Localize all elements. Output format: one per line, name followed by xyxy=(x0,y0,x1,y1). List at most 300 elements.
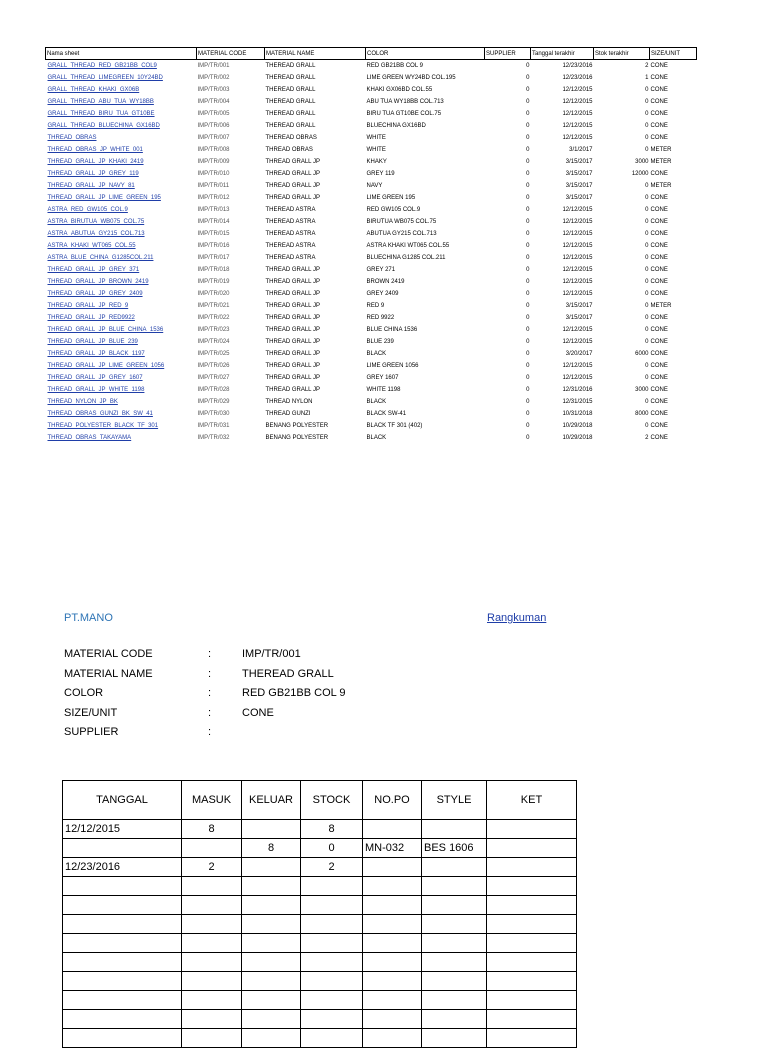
color-cell: LIME GREEN WY24BD COL.195 xyxy=(366,75,456,81)
last-stock-cell: 0 xyxy=(645,267,649,273)
supplier-cell: 0 xyxy=(526,87,530,93)
material-name-cell: THREAD GRALL JP xyxy=(265,303,320,309)
no-po-cell xyxy=(363,896,422,915)
size-unit-cell: CONE xyxy=(650,231,668,237)
masuk-cell xyxy=(182,915,242,934)
material-code-cell: IMP/TR/025 xyxy=(197,351,230,357)
color-cell: WHITE xyxy=(366,147,386,153)
style-cell xyxy=(422,972,487,991)
sheet-link[interactable]: ASTRA_KHAKI_WT065_COL.55 xyxy=(47,243,136,249)
sheet-link[interactable]: THREAD_POLYESTER_BLACK_TF_301 xyxy=(47,423,159,429)
table-row xyxy=(46,396,697,408)
supplier-cell: 0 xyxy=(526,351,530,357)
last-date-cell: 12/12/2015 xyxy=(562,291,593,297)
last-stock-cell: 0 xyxy=(645,363,649,369)
no-po-cell xyxy=(363,934,422,953)
keluar-cell xyxy=(242,820,301,839)
last-date-cell: 12/23/2016 xyxy=(562,75,593,81)
material-name-cell: THEREAD ASTRA xyxy=(265,219,316,225)
table-row xyxy=(46,132,697,144)
no-po-cell xyxy=(363,1010,422,1029)
color-cell: KHAKI GX06BD COL.55 xyxy=(366,87,433,93)
last-date-cell: 12/12/2015 xyxy=(562,339,593,345)
table-row xyxy=(63,1029,577,1048)
tanggal-cell xyxy=(63,915,182,934)
no-po-cell xyxy=(363,972,422,991)
info-separator: : xyxy=(208,726,212,738)
sheet-link[interactable]: THREAD_GRALL_JP_NAVY_81 xyxy=(47,183,135,189)
keluar-cell xyxy=(242,1029,301,1048)
material-code-cell: IMP/TR/019 xyxy=(197,279,230,285)
table-row xyxy=(63,1010,577,1029)
last-stock-cell: 3000 xyxy=(635,159,649,165)
material-name-cell: THREAD GRALL JP xyxy=(265,267,320,273)
material-code-cell: IMP/TR/026 xyxy=(197,363,230,369)
supplier-cell: 0 xyxy=(526,255,530,261)
material-name-cell: THREAD GRALL JP xyxy=(265,387,320,393)
no-po-cell xyxy=(363,877,422,896)
masuk-cell xyxy=(182,934,242,953)
info-value: CONE xyxy=(242,706,274,719)
masuk-cell xyxy=(182,896,242,915)
table-row xyxy=(46,288,697,300)
masuk-cell xyxy=(182,991,242,1010)
table-row xyxy=(46,228,697,240)
color-cell: NAVY xyxy=(366,183,383,189)
material-code-cell: IMP/TR/028 xyxy=(197,387,230,393)
table-row xyxy=(63,858,577,877)
sheet-link[interactable]: ASTRA_BLUE_CHINA_G1285COL.211 xyxy=(47,255,154,261)
material-code-cell: IMP/TR/006 xyxy=(197,123,230,129)
supplier-cell: 0 xyxy=(526,303,530,309)
sheet-link[interactable]: THREAD_OBRAS_TAKAYAMA xyxy=(47,435,132,441)
style-cell xyxy=(422,820,487,839)
color-cell: BLACK xyxy=(366,351,387,357)
last-stock-cell: 0 xyxy=(645,147,649,153)
masuk-cell xyxy=(182,972,242,991)
sheet-link[interactable]: GRALL_THREAD_LIMEGREEN_10Y24BD xyxy=(47,75,163,81)
table-row xyxy=(46,336,697,348)
last-date-cell: 3/15/2017 xyxy=(565,159,593,165)
material-name-cell: THREAD GRALL JP xyxy=(265,327,320,333)
last-date-cell: 12/12/2015 xyxy=(562,327,593,333)
last-stock-cell: 6000 xyxy=(635,351,649,357)
table-row xyxy=(46,96,697,108)
color-cell: BLUECHINA G1285 COL.211 xyxy=(366,255,446,261)
color-cell: BROWN 2419 xyxy=(366,279,405,285)
stock-cell: 0 xyxy=(301,839,363,858)
color-cell: BIRUTUA WB075 COL.75 xyxy=(366,219,437,225)
supplier-cell: 0 xyxy=(526,111,530,117)
ket-cell xyxy=(487,991,577,1010)
supplier-cell: 0 xyxy=(526,399,530,405)
last-stock-cell: 0 xyxy=(645,231,649,237)
keluar-cell xyxy=(242,991,301,1010)
stock-cell xyxy=(301,953,363,972)
table-row xyxy=(63,820,577,839)
supplier-cell: 0 xyxy=(526,327,530,333)
stock-cell xyxy=(301,1029,363,1048)
col-header-nama-sheet: Nama sheet xyxy=(46,48,197,60)
supplier-cell: 0 xyxy=(526,135,530,141)
company-name: PT.MANO xyxy=(64,612,113,624)
supplier-cell: 0 xyxy=(526,267,530,273)
stock-cell xyxy=(301,877,363,896)
masuk-cell xyxy=(182,877,242,896)
material-code-cell: IMP/TR/002 xyxy=(197,75,230,81)
size-unit-cell: CONE xyxy=(650,243,668,249)
style-cell xyxy=(422,915,487,934)
size-unit-cell: CONE xyxy=(650,99,668,105)
color-cell: BLUE 239 xyxy=(366,339,394,345)
ket-cell xyxy=(487,972,577,991)
color-cell: WHITE xyxy=(366,135,386,141)
size-unit-cell: METER xyxy=(650,183,672,189)
tanggal-cell: 12/12/2015 xyxy=(63,820,182,839)
last-stock-cell: 2 xyxy=(645,435,649,441)
size-unit-cell: CONE xyxy=(650,327,668,333)
supplier-cell: 0 xyxy=(526,207,530,213)
sheet-link[interactable]: THREAD_GRALL_JP_KHAKI_2419 xyxy=(47,159,144,165)
sheet-link[interactable]: THREAD_GRALL_JP_BLUE_CHINA_1536 xyxy=(47,327,164,333)
material-name-cell: BENANG POLYESTER xyxy=(265,423,329,429)
last-date-cell: 12/12/2015 xyxy=(562,375,593,381)
material-code-cell: IMP/TR/011 xyxy=(197,183,230,189)
stock-cell xyxy=(301,972,363,991)
stock-body xyxy=(63,820,577,1048)
supplier-cell: 0 xyxy=(526,291,530,297)
material-code-cell: IMP/TR/007 xyxy=(197,135,230,141)
last-stock-cell: 8000 xyxy=(635,411,649,417)
no-po-cell xyxy=(363,820,422,839)
col-header-stok-terakhir: Stok terakhir xyxy=(594,48,650,60)
col-header-stock: STOCK xyxy=(301,781,363,820)
last-stock-cell: 0 xyxy=(645,99,649,105)
material-name-cell: THREAD GRALL JP xyxy=(265,291,320,297)
material-code-cell: IMP/TR/017 xyxy=(197,255,230,261)
sheet-link[interactable]: GRALL_THREAD_ABU_TUA_WY18BB xyxy=(47,99,154,105)
last-date-cell: 12/12/2015 xyxy=(562,99,593,105)
sheet-link[interactable]: ASTRA_RED_GW105_COL.9 xyxy=(47,207,128,213)
col-header-ket: KET xyxy=(487,781,577,820)
tanggal-cell xyxy=(63,934,182,953)
color-cell: BLACK xyxy=(366,399,387,405)
no-po-cell xyxy=(363,858,422,877)
style-cell xyxy=(422,1029,487,1048)
material-name-cell: THEREAD GRALL xyxy=(265,87,316,93)
supplier-cell: 0 xyxy=(526,183,530,189)
last-date-cell: 3/1/2017 xyxy=(569,147,593,153)
sheet-link[interactable]: THREAD_GRALL_JP_BROWN_2419 xyxy=(47,279,149,285)
sheet-link[interactable]: ASTRA_BIRUTUA_WB075_COL.75 xyxy=(47,219,145,225)
supplier-cell: 0 xyxy=(526,387,530,393)
masuk-cell: 8 xyxy=(182,820,242,839)
sheet-link[interactable]: THREAD_GRALL_JP_WHITE_1198 xyxy=(47,387,145,393)
masuk-cell: 2 xyxy=(182,858,242,877)
last-stock-cell: 12000 xyxy=(631,171,649,177)
sheet-link[interactable]: THREAD_GRALL_JP_RED9922 xyxy=(47,315,135,321)
sheet-link[interactable]: THREAD_GRALL_JP_LIME_GREEN_1056 xyxy=(47,363,165,369)
tanggal-cell xyxy=(63,1010,182,1029)
material-code-cell: IMP/TR/024 xyxy=(197,339,230,345)
table-row xyxy=(46,240,697,252)
size-unit-cell: CONE xyxy=(650,423,668,429)
info-row-material-code xyxy=(64,648,464,668)
no-po-cell xyxy=(363,915,422,934)
color-cell: LIME GREEN 195 xyxy=(366,195,416,201)
table-row xyxy=(46,276,697,288)
table-row xyxy=(63,896,577,915)
sheet-link[interactable]: THREAD_GRALL_JP_RED_9 xyxy=(47,303,129,309)
material-code-cell: IMP/TR/013 xyxy=(197,207,230,213)
ket-cell xyxy=(487,953,577,972)
material-name-cell: THREAD GUNZI xyxy=(265,411,311,417)
supplier-cell: 0 xyxy=(526,63,530,69)
col-header-supplier: SUPPLIER xyxy=(485,48,531,60)
sheet-link[interactable]: GRALL_THREAD_RED_GB21BB_COL9 xyxy=(47,63,157,69)
size-unit-cell: CONE xyxy=(650,315,668,321)
material-code-cell: IMP/TR/016 xyxy=(197,243,230,249)
last-stock-cell: 3000 xyxy=(635,387,649,393)
info-label: MATERIAL CODE xyxy=(64,648,153,660)
sheet-link[interactable]: THREAD_GRALL_JP_GREY_1607 xyxy=(47,375,143,381)
col-header-material-code: MATERIAL CODE xyxy=(197,48,265,60)
last-stock-cell: 0 xyxy=(645,339,649,345)
last-date-cell: 10/31/2018 xyxy=(562,411,593,417)
summary-table xyxy=(45,47,697,444)
material-name-cell: THEREAD OBRAS xyxy=(265,135,317,141)
supplier-cell: 0 xyxy=(526,423,530,429)
no-po-cell xyxy=(363,991,422,1010)
last-date-cell: 12/12/2015 xyxy=(562,111,593,117)
supplier-cell: 0 xyxy=(526,99,530,105)
material-name-cell: BENANG POLYESTER xyxy=(265,435,329,441)
size-unit-cell: METER xyxy=(650,303,672,309)
table-row xyxy=(46,60,697,73)
material-name-cell: THREAD OBRAS xyxy=(265,147,313,153)
material-name-cell: THREAD GRALL JP xyxy=(265,159,320,165)
last-stock-cell: 0 xyxy=(645,243,649,249)
info-value: IMP/TR/001 xyxy=(242,648,301,660)
table-row xyxy=(46,372,697,384)
material-name-cell: THEREAD GRALL xyxy=(265,99,316,105)
last-stock-cell: 0 xyxy=(645,219,649,225)
keluar-cell: 8 xyxy=(242,839,301,858)
col-header-keluar: KELUAR xyxy=(242,781,301,820)
tanggal-cell xyxy=(63,1029,182,1048)
material-code-cell: IMP/TR/015 xyxy=(197,231,230,237)
ket-cell xyxy=(487,820,577,839)
sheet-link[interactable]: THREAD_GRALL_JP_BLUE_239 xyxy=(47,339,138,345)
last-stock-cell: 0 xyxy=(645,207,649,213)
material-code-cell: IMP/TR/004 xyxy=(197,99,230,105)
last-stock-cell: 0 xyxy=(645,291,649,297)
size-unit-cell: CONE xyxy=(650,75,668,81)
last-stock-cell: 1 xyxy=(645,75,649,81)
ket-cell xyxy=(487,839,577,858)
color-cell: RED 9 xyxy=(366,303,385,309)
table-row xyxy=(46,432,697,444)
size-unit-cell: METER xyxy=(650,147,672,153)
material-code-cell: IMP/TR/010 xyxy=(197,171,230,177)
color-cell: GREY 2409 xyxy=(366,291,399,297)
material-code-cell: IMP/TR/022 xyxy=(197,315,230,321)
material-name-cell: THREAD GRALL JP xyxy=(265,171,320,177)
material-code-cell: IMP/TR/014 xyxy=(197,219,230,225)
stock-header-row xyxy=(63,781,577,820)
table-row xyxy=(46,420,697,432)
size-unit-cell: CONE xyxy=(650,135,668,141)
color-cell: RED 9922 xyxy=(366,315,395,321)
supplier-cell: 0 xyxy=(526,195,530,201)
sheet-link[interactable]: THREAD_OBRAS xyxy=(47,135,97,141)
material-name-cell: THREAD GRALL JP xyxy=(265,351,320,357)
stock-cell xyxy=(301,915,363,934)
table-row xyxy=(63,972,577,991)
size-unit-cell: CONE xyxy=(650,363,668,369)
info-row-supplier xyxy=(64,726,464,746)
material-code-cell: IMP/TR/008 xyxy=(197,147,230,153)
color-cell: KHAKY xyxy=(366,159,387,165)
keluar-cell xyxy=(242,934,301,953)
sheet-link[interactable]: GRALL_THREAD_BIRU_TUA_GT10BE xyxy=(47,111,155,117)
info-row-material-name xyxy=(64,668,464,688)
color-cell: ABUTUA GY215 COL.713 xyxy=(366,231,437,237)
color-cell: BLUECHINA GX16BD xyxy=(366,123,426,129)
last-date-cell: 12/12/2015 xyxy=(562,123,593,129)
material-name-cell: THREAD GRALL JP xyxy=(265,339,320,345)
summary-body xyxy=(46,60,697,445)
material-name-cell: THEREAD GRALL xyxy=(265,123,316,129)
sheet-link[interactable]: ASTRA_ABUTUA_GY215_COL.713 xyxy=(47,231,145,237)
sheet-link[interactable]: THREAD_OBRAS_JP_WHITE_001 xyxy=(47,147,143,153)
color-cell: GREY 271 xyxy=(366,267,396,273)
style-cell xyxy=(422,934,487,953)
last-date-cell: 12/12/2015 xyxy=(562,87,593,93)
size-unit-cell: CONE xyxy=(650,171,668,177)
material-code-cell: IMP/TR/020 xyxy=(197,291,230,297)
color-cell: BLACK SW-41 xyxy=(366,411,407,417)
last-stock-cell: 0 xyxy=(645,399,649,405)
keluar-cell xyxy=(242,1010,301,1029)
style-cell xyxy=(422,991,487,1010)
table-row xyxy=(46,204,697,216)
last-date-cell: 3/15/2017 xyxy=(565,195,593,201)
last-stock-cell: 0 xyxy=(645,111,649,117)
masuk-cell xyxy=(182,1029,242,1048)
table-row xyxy=(63,915,577,934)
last-date-cell: 12/12/2015 xyxy=(562,135,593,141)
sheet-link[interactable]: GRALL_THREAD_BLUECHINA_GX16BD xyxy=(47,123,160,129)
info-row-color xyxy=(64,687,464,707)
masuk-cell xyxy=(182,953,242,972)
stock-cell: 8 xyxy=(301,820,363,839)
sheet-link[interactable]: THREAD_NYLON_JP_BK xyxy=(47,399,118,405)
size-unit-cell: CONE xyxy=(650,435,668,441)
last-date-cell: 12/12/2015 xyxy=(562,255,593,261)
table-row xyxy=(63,991,577,1010)
supplier-cell: 0 xyxy=(526,219,530,225)
sheet-link[interactable]: THREAD_GRALL_JP_GREY_119 xyxy=(47,171,139,177)
sheet-link[interactable]: THREAD_OBRAS_GUNZI_BK_SW_41 xyxy=(47,411,153,417)
sheet-link[interactable]: THREAD_GRALL_JP_BLACK_1197 xyxy=(47,351,145,357)
color-cell: RED GW105 COL.9 xyxy=(366,207,421,213)
table-row xyxy=(46,324,697,336)
supplier-cell: 0 xyxy=(526,243,530,249)
col-header-no-po: NO.PO xyxy=(363,781,422,820)
table-row xyxy=(63,934,577,953)
last-date-cell: 10/29/2018 xyxy=(562,423,593,429)
style-cell xyxy=(422,896,487,915)
material-info xyxy=(64,648,464,746)
sheet-link[interactable]: GRALL_THREAD_KHAKI_GX06B xyxy=(47,87,140,93)
material-code-cell: IMP/TR/023 xyxy=(197,327,230,333)
tanggal-cell xyxy=(63,953,182,972)
keluar-cell xyxy=(242,858,301,877)
supplier-cell: 0 xyxy=(526,435,530,441)
material-name-cell: THREAD GRALL JP xyxy=(265,183,320,189)
keluar-cell xyxy=(242,915,301,934)
material-code-cell: IMP/TR/009 xyxy=(197,159,230,165)
size-unit-cell: CONE xyxy=(650,255,668,261)
size-unit-cell: CONE xyxy=(650,387,668,393)
color-cell: BIRU TUA GT10BE COL.75 xyxy=(366,111,442,117)
material-code-cell: IMP/TR/032 xyxy=(197,435,230,441)
last-date-cell: 3/15/2017 xyxy=(565,171,593,177)
color-cell: BLACK xyxy=(366,435,387,441)
size-unit-cell: CONE xyxy=(650,207,668,213)
color-cell: LIME GREEN 1056 xyxy=(366,363,419,369)
info-row-size-unit xyxy=(64,707,464,727)
color-cell: ASTRA KHAKI WT065 COL.55 xyxy=(366,243,450,249)
size-unit-cell: CONE xyxy=(650,111,668,117)
color-cell: BLUE CHINA 1536 xyxy=(366,327,418,333)
sheet-link[interactable]: THREAD_GRALL_JP_GREY_2409 xyxy=(47,291,143,297)
last-stock-cell: 0 xyxy=(645,423,649,429)
info-separator: : xyxy=(208,687,212,699)
tanggal-cell xyxy=(63,972,182,991)
size-unit-cell: CONE xyxy=(650,291,668,297)
material-code-cell: IMP/TR/027 xyxy=(197,375,230,381)
col-header-tanggal: TANGGAL xyxy=(63,781,182,820)
sheet-link[interactable]: THREAD_GRALL_JP_GREY_371 xyxy=(47,267,140,273)
table-row xyxy=(46,120,697,132)
rangkuman-link[interactable]: Rangkuman xyxy=(487,612,547,624)
size-unit-cell: CONE xyxy=(650,399,668,405)
style-cell xyxy=(422,858,487,877)
table-row xyxy=(46,312,697,324)
last-date-cell: 3/15/2017 xyxy=(565,315,593,321)
ket-cell xyxy=(487,877,577,896)
supplier-cell: 0 xyxy=(526,147,530,153)
tanggal-cell xyxy=(63,991,182,1010)
supplier-cell: 0 xyxy=(526,363,530,369)
last-date-cell: 12/12/2015 xyxy=(562,279,593,285)
last-stock-cell: 0 xyxy=(645,327,649,333)
table-row xyxy=(46,144,697,156)
table-row xyxy=(46,72,697,84)
last-stock-cell: 0 xyxy=(645,135,649,141)
size-unit-cell: CONE xyxy=(650,279,668,285)
sheet-link[interactable]: THREAD_GRALL_JP_LIME_GREEN_195 xyxy=(47,195,161,201)
material-code-cell: IMP/TR/001 xyxy=(197,63,230,69)
material-name-cell: THEREAD ASTRA xyxy=(265,207,316,213)
table-row xyxy=(46,360,697,372)
col-header-color: COLOR xyxy=(366,48,485,60)
supplier-cell: 0 xyxy=(526,75,530,81)
supplier-cell: 0 xyxy=(526,315,530,321)
last-stock-cell: 0 xyxy=(645,195,649,201)
